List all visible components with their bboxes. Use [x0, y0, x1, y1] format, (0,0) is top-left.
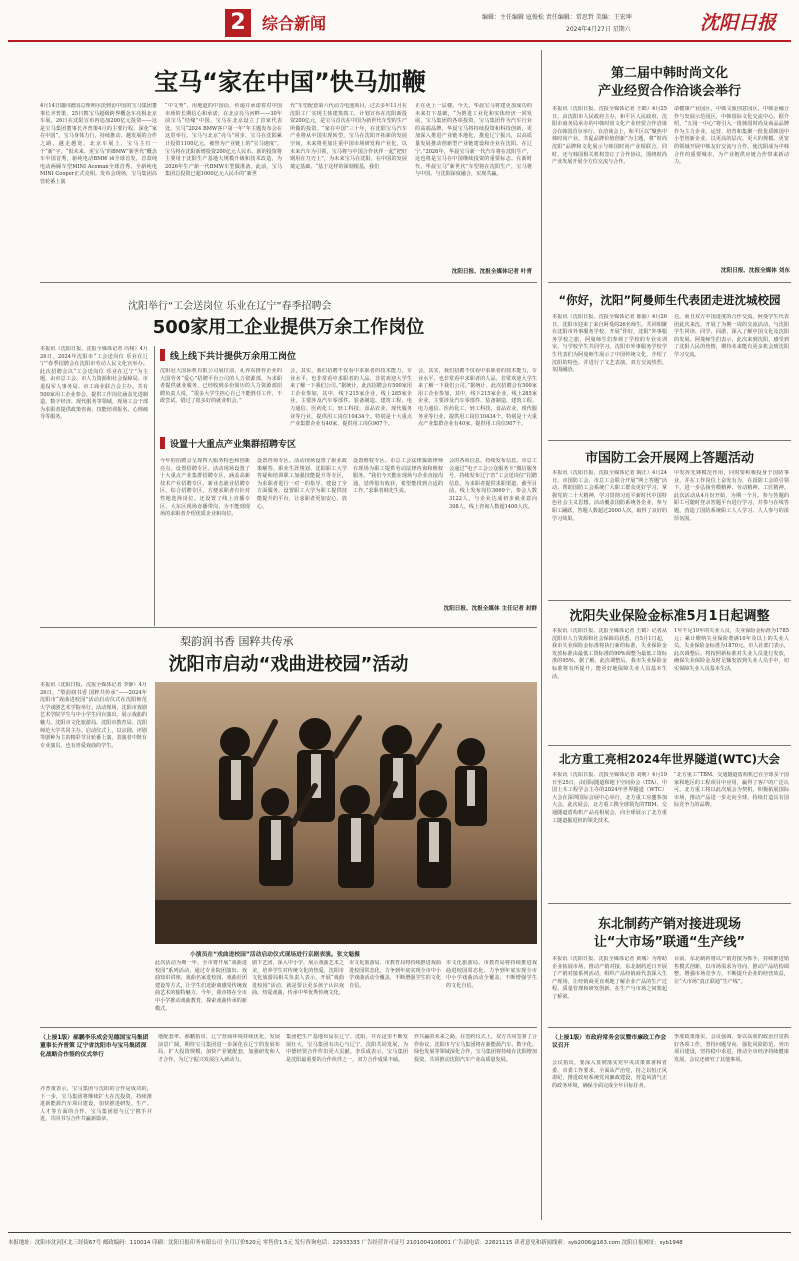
- jobs-sub2-col-1: 今年的招聘会呈现四大服务特色和创新亮点。设置招聘专区。活动现场设置了十大重点产业集群招聘专区，涵盖高新技术产业招聘专区、新业态就业招聘专区、综合招聘专区，方便求职者有针对性地选择岗位。还设置了线上直播专区，大东区现场直播带岗，为不能到现场的求职者介绍优质企业和岗位。: [160, 458, 250, 518]
- wtc-col-1: 本报讯（沈阳日报、沈报全媒体记者 刘莉）4月19日至25日，由国际隧道和地下空间协会（ITA）、中国土木工程学会主办的2024年世界隧道（WTC）大会在深圳国际会展中心举行，北方重工应邀参加大会。此次展会，北方重工携全球领先的TBM、交通隧道盾构机产品亮相展会，向全球展示了北方重工隧道掘进机的领先技术。: [552, 772, 667, 824]
- jobs-lead-divider: [154, 346, 155, 626]
- unemployment-col-2: 1年不足10年的失业人员，失业保险金标准为1785元；累计缴纳失业保险费满10年及以上的失业人员，失业保险金标准为1870元。市人社部门表示，此次调整后，将按照新标准对失业人员进行发放，确保失业保险金及时足额发放到失业人员手中，切实保障失业人员基本生活。: [674, 628, 789, 672]
- oman-headline: “你好，沈阳”阿曼师生代表团走进沈城校园: [558, 293, 781, 307]
- northeast-col-2: 目前，东北制药将以产销对接为抓手，持续推进销售模式创新，以市场需求为导向，推动产品结构调整，增强市场竞争力，不断提升企业的经营效益，让“大市场”真正联通“生产线”。: [674, 956, 789, 985]
- jobs-sub1-col-1: 沈阳冠大国际机有限公司展位前，孔养东推荐企业的大国劳务“爱心”招聘平台公司的人力资源部，为求职者提供就业服务，已经收到多份简历的人力资源部招聘负责人说，“很多大学生担心自己不能胜任工作，不敢尝试，错过了很多好的就业机会。”: [160, 368, 282, 405]
- korea-col-1: 本报讯（沈阳日报、沈报全媒体记者 王鹤）4月25日，由沈阳市人民政府主办，和平区人民政府、沈阳市商务局承办的中韩时尚文化产业经贸合作洽谈会在韩国首尔举行。在洽谈会上，和平区以“聚焦中韩时尚产业，共促品牌价值创新”为主题，将“时尚沈阳”品牌和文化展示与韩国时尚产业相联合。同时，还与韩国相关机构签订了合作协议，围绕时尚产业发展开展全方位交流与合作。: [552, 106, 667, 166]
- bottom-right-col-1: 会议指出，要深入贯彻落实党中央决策部署和省委、市委工作要求，全面从严治党，持之以恒正风肃纪，推进政府系统党风廉政建设，营造风清气正的政务环境，确保全面完成全年目标任务。: [552, 1060, 667, 1089]
- jobs-sub1-col-2: 会，其实，我们招聘不仅看中求职者的技术能力，专业水平，也非常看中求职者的人品，非常欢迎大学生来了解一下我们公司。”据统计，此次招聘会有500家用工企业参加，其中，线下215家企业，线上285家企业，主要涉及汽车零部件、装备制造、建筑工程、电力通信、医药化工、轻工科技、食品农业、现代服务业等行业，提供用工岗位10434个。特别是十大重点产业集群企业有40家，提供用工岗位907个。: [290, 368, 412, 428]
- bottom-left-col-1: 齐普策表示，宝马集团与沈阳的合作是成功的，下一步，宝马集团将继续扩大在沈投资，持续推进新能源汽车项目建设，加快推进研发、生产、人才等方面的合作，宝马集团愿与辽宁携手并进，共同书写合作共赢新篇章。: [40, 1086, 152, 1123]
- opera-photo-caption: 小演员在“戏曲进校园”活动启动仪式现场进行京剧表演。张文魁摄: [190, 952, 360, 958]
- oman-col-1: 本报讯（沈阳日报、沈报全媒体记者 陈丽）4月26日，沈阳市迎来了来自阿曼的26名师生。共同相聚在沈阳市外事服务学校，开展“你好，沈阳”外事服务学校之旅，阿曼师生们参观了学校的专业实训室，与学校学生共同学习。沈阳市外事服务学校学生代表们为阿曼师生展示了中国传统文化，介绍了沈阳的特色，并进行了文艺表演，双方交流热烈，氛围融洽。: [552, 314, 667, 374]
- northeast-headline-1: 东北制药产销对接进现场: [597, 917, 741, 932]
- jobs-bottom-rule: [40, 627, 537, 628]
- northeast-col-1: 本报讯（沈阳日报、沈报全媒体记者 黄城）为帮助企业拓展市场，推动产销对接，东北制药近日开展了产销对接系列活动，组织产品经销商代表深入生产现场，让经销商更直观地了解企业产品的生产过程、质量管理和研发创新，在生产与市场之间架起了桥梁。: [552, 956, 667, 1000]
- defense-headline: 市国防工会开展网上答题活动: [584, 451, 754, 466]
- footer-rule: [8, 1232, 791, 1233]
- opera-col-4: 市文化旅游局、市教育局将持续推进戏曲进校园常态化，力争到年底实现全市中小学戏曲活动全覆盖，不断增强学生的文化自信。: [349, 960, 441, 989]
- opera-col-3: 剧下艺团，深入中小学，展示戏曲艺术之美，培养学生对传统文化的热爱。沈阳市文化旅游局相关负责人表示，开展“戏曲进校园”活动，就是要让更多孩子认识戏曲、热爱戏曲，传承中华优秀传统文化。: [252, 960, 344, 997]
- jobs-headline: 500家用工企业提供万余工作岗位: [152, 317, 425, 338]
- unemployment-bottom-rule: [548, 745, 791, 746]
- opera-col-2: 此次活动为期一年，全市将开展“戏曲进校园”系列活动，通过专业院团演出、戏曲知识讲座、戏曲名家进校园、戏曲社团建设等方式，让学生们近距离感受传统戏曲艺术的独特魅力。今年，我市将在全市中小学推动戏曲教育，探索戏曲传承的新模式。: [155, 960, 247, 1012]
- wtc-bottom-rule: [548, 903, 791, 904]
- issue-date: 2024年4月27日 星期六: [566, 26, 631, 33]
- opera-photo: [155, 682, 537, 944]
- bottom-right-col-2: 季度政策落实。会议强调，要以高度的政治自觉抓好各项工作，坚持问题导向，强化风险防范，突出项目建设，坚持稳中求进，推动全市经济持续健康发展。会议还研究了其他事项。: [674, 1034, 789, 1063]
- opera-photo-graphic: [155, 682, 537, 944]
- bmw-headline: 宝马“家在中国”快马加鞭: [154, 68, 426, 96]
- opera-bottom-rule: [40, 1027, 537, 1028]
- bottom-left-col-3: 集团把生产基地布局在辽宁、沈阳，并在这里不断发展壮大，宝马集团有决心与辽宁、沈阳共同发展，为中德经贸合作作出更大贡献。李乐成表示，宝马集团是沈阳最重要的合作伙伴之一，双方合作成果丰硕。: [286, 1034, 408, 1063]
- bottom-left-col-2: 地配套率。郝鹏指出，辽宁营商环境持续优化，发展前景广阔，期待宝马集团进一步深化在辽宁的发展布局，扩大投资规模，加快产业链配套，加强研发和人才合作，为辽宁振兴发展注入新动力。: [158, 1034, 280, 1063]
- bmw-byline: 沈阳日报、沈报全媒体记者 叶青: [451, 269, 532, 275]
- northeast-bottom-rule: [548, 1027, 791, 1028]
- jobs-sub-1-marker: [160, 349, 165, 361]
- header-rule: [8, 40, 791, 42]
- defense-col-1: 本报讯（沈阳日报、沈报全媒体记者 陶正）4月24日，市国防工会、市总工会联合开展“网上答题”活动，帮助国防工会系统广大职工群众更好学习、掌握党的二十大精神，学习贯彻习近平新时代中国特色社会主义思想。活动覆盖国防系统各企业，参与职工踊跃，答题人数超过2000人次，取得了良好的学习效果。: [552, 470, 667, 522]
- page-number: 2: [230, 10, 246, 35]
- korea-headline-1: 第二届中韩时尚文化: [610, 66, 728, 81]
- vertical-divider: [541, 50, 542, 1220]
- jobs-sub-2-text: 设置十大重点产业集群招聘专区: [170, 439, 297, 450]
- jobs-sub-2: [160, 436, 296, 450]
- bmw-col-4: 正在更上一层楼。今天，华晨宝马将建更加成功的未来打下基础，“为推进工业化和实体经济一同发展，宝马集团的各项投资。宝马集团作为汽车行业的高端品牌，华晨宝马将持续投资和科技创新，更加深入推进产业链本地化，推进辽宁振兴，以高质量发展推动创新型产业链建设和企业在沈阳、在辽宁。”2026年，华晨宝马新一代汽车将在沈阳生产，这也将是宝马在中国继续投资的重要标志。在新时代，华晨宝马“新世代”车型将在沈阳生产，宝马将与中国、与沈阳深度融合，实现共赢。: [415, 103, 532, 178]
- bmw-bottom-rule: [40, 282, 537, 283]
- jobs-sub2-col-2: 设置咨询专区。活动现场设置了职业政策解答、职业生涯规划、沈阳职工大学答疑和培训职工加强技能提升等专区，为求职者进行一对一的指导。建设了全方面服务。设置职工大学为职工提供技能提升的平台，让求职者更加安心、放心。: [257, 458, 347, 510]
- masthead-logo: 沈阳日报: [700, 12, 777, 34]
- korea-col-2: 命健康产业园区，中韩文旅创意园区，中韩金融合作与发展示范园区，中韩国际文化交流中心。据介绍，“五园一中心”将引入一批韩国时尚及商品品牌作为主力企业。运营，培育和集聚一批优质韩国中小型创新企业，以更高的层次、更大的规模、更宽的领域开展中韩友好交流与合作，使沈阳成为中韩合作的重要城市，为产业链供应链合作带来新动力。: [674, 106, 789, 166]
- jobs-lead: 本报讯（沈阳日报、沈报全媒体记者 冯栩）4月26日，2024年沈阳市“工会送岗位 乐业在辽宁”春季招聘会在沈阳市劳动人民文化宫举办。此次招聘会以“工会送岗位 乐业在辽宁”为主题，由市总工会、市人力资源和社会保障局、市退役军人事务局、市工商业联合会主办。共有500家用工企业参会，提供工作岗位涵盖先进制造、数字经济、现代服务等领域，现场工会干部为求职者提供政策咨询、技能培训报名、心理疏导等服务。: [40, 346, 148, 421]
- bottom-right-title: （上接1版）市政府常务会议暨市廉政工作会议召开: [552, 1035, 667, 1050]
- jobs-sub1-col-3: 会，其实，我们招聘不仅看中求职者的技术能力，专业水平，也非常看中求职者的人品，非常欢迎大学生来了解一下我们公司。”据统计，此次招聘会有500家用工企业参加，其中，线下215家企业，线上285家企业，主要涉及汽车零部件、装备制造、建筑工程、电力通信、医药化工、轻工科技、食品农业、现代服务业等行业，提供用工岗位10434个。特别是十大重点产业集群企业有40家，提供用工岗位907个。: [418, 368, 537, 428]
- opera-col-1: 本报讯（沈阳日报、沈报全媒体记者 李静）4月26日，“梨韵润书香 国粹共传承”——2024年沈阳市“戏曲进校园”活动启动仪式在沈阳师范大学戏剧艺术学院举行。活动现场，沈阳市戏剧艺术学院学生与中小学生同台演出，展示戏曲的魅力。沈阳市文化旅游局、沈阳市教育局、沈阳师范大学共同主办。启动仪式上，以京剧、评剧等剧种为主的精彩节目轮番上演，表演者中既有专业演员，也有喜爱戏曲的学生。: [40, 682, 147, 749]
- opera-col-5: 市文化旅游局、市教育局将持续推进戏曲进校园常态化，力争到年底实现全市中小学戏曲活动全覆盖，不断增强学生的文化自信。: [446, 960, 537, 989]
- jobs-byline: 沈阳日报、沈报全媒体 主任记者 封群: [443, 606, 537, 612]
- editor-credits: 编辑：主任编辑 寇俊松 责任编辑：常思哲 美编：王宏坤: [482, 14, 632, 21]
- unemployment-col-1: 本报讯（沈阳日报、沈报全媒体记者 王鹤）记者从沈阳市人力资源和社会保障局获悉，自5月1日起，我市失业保险金标准将执行新的标准，失业保险金发放标准由最低工资标准的90%调整为最低工资标准的95%。据了解，此次调整后，我市失业保险金标准将有所提升，能更好地保障失业人员基本生活。: [552, 628, 667, 680]
- bmw-col-2: “中文秀”，用地道的中国话，传递并承诺着对中国市场的长期信心和承诺。在北京亮马河畔——30年前宝马“结缘”中国，宝马在北京设立了首家代表处。宝马“2024 BMW客户第一年”年主题发布会在这里举行。宝马与北京“亮马”同步，宝马在沈阳累计投资1100亿元，被誉为产业链上的“宝马速度”。宝马将在沈阳新增投资200亿元人民币。新的投资将主要用于沈阳生产基地大规模升级和技术改造，为2026年生产新一代BMW车型做准备。此前，宝马集团总投资已超1000亿元人民币的“新世: [165, 103, 282, 178]
- northeast-headline-2: 让“大市场”联通“生产线”: [593, 935, 746, 950]
- oman-bottom-rule: [548, 440, 791, 441]
- opera-kicker: 梨韵润书香 国粹共传承: [180, 635, 294, 648]
- section-title: 综合新闻: [262, 14, 327, 33]
- bmw-col-3: 代”车型配套第六代动力电池项目。过去多年11月在沈阳工厂实现主体建筑竣工，计划宣布在沈阳新投资200亿元，是宝马首次在中国为新世代车型的生产所做的投资。“家在中国”三十年，在沈阳宝马汽车产业将从中国实现转型，宝马在沈阳开拓新的发展空间，未来将更加注重中国市场研发和产业化，以未来汽车为引领，宝马将与中国合作伙伴一起“把好钢用在刀刃上”，为未来宝马在沈阳，在中国的发展奠定基础。“基于这样的深刻根基，我们: [290, 103, 407, 170]
- jobs-sub-1: [160, 348, 296, 362]
- wtc-headline: 北方重工亮相2024年世界隧道(WTC)大会: [559, 752, 780, 766]
- bottom-left-title: （上接1版）郝鹏李乐成会见德国宝马集团董事长齐普策 辽宁省沈阳市与宝马集团深化战略合作签约仪式举行: [40, 1035, 149, 1058]
- defense-bottom-rule: [548, 600, 791, 601]
- footer-info: 本报地址：沈阳市沈河区北三经街67号 邮政编码：110014 印刷：沈阳日报印务有限公司 全月订价520元 零售价1.5元 发行咨询电话：22933333 广告经营许可证号 2101004106001 广告部电话：22821115 读者意见和新闻线索：syb2006@163.com 沈阳日报网址：syb1948: [8, 1240, 683, 1246]
- jobs-sub-1-text: 线上线下共计提供万余用工岗位: [170, 351, 297, 362]
- defense-col-2: 中发挥先锋模范作用，同时要积极投身于国防事业，并在工作岗位上奋发有为，在国防工会的引领下，进一步弘扬劳模精神、劳动精神、工匠精神。此次活动从4月份开始，为期一个月。参与答题的职工可随时登录答题平台进行学习，并参与在线答题，营造了国防系统职工人人学习、人人参与的浓厚氛围。: [674, 470, 789, 522]
- jobs-sub2-col-4: 会的各项信息。持续发布信息。市总工会通过“电子工会公众服务卡”微信服务号，持续发布辽宁省“工会送岗位”招聘信息，为求职者提供求职渠道。截至目前，线上发布岗位3669个，参会人数3122人，与企业达成初步就业意向398人，线上咨询人数超1400人次。: [449, 458, 537, 510]
- jobs-sub-2-marker: [160, 437, 165, 449]
- bmw-col-1: 4月14日随同德国总理朔尔茨到访中国的宝马集团董事长齐普策，25日携宝马超级跨界概念车亮相北京车展。26日在沈阳宣布再追加200亿元投资——这是宝马集团董事长齐普策4月的主要行程。深化“家在中国”，宝马身体力行，持续推动、越发展的合作之路，越走越宽。北京车展上，宝马主打一个“新”字，“很未来、更宝马”的BMW“新世代”概念车中国首秀，新纯电动BMW i4全球首发，首款纯电动两厢车型MINI Aceman全球首秀、全新纯电MINI Cooper正式亮相。发布会现场，宝马集团高管轮番上演: [40, 103, 157, 185]
- jobs-kicker: 沈阳举行“工会送岗位 乐业在辽宁”春季招聘会: [128, 301, 332, 312]
- korea-bottom-rule: [548, 282, 791, 283]
- jobs-sub2-col-3: 设置维权专区。市总工会法律援助律师在现场为职工提供劳动法律咨询和维权服务。“我们今天能在现场与企业直接沟通，觉得很有收获，希望能找到合适的工作。”求职者韩先生说。: [353, 458, 443, 495]
- bottom-left-col-4: 作共赢的未来之路。在签约仪式上，双方共同签署了合作协议，沈阳市与宝马集团将在新能源汽车、数字化、绿色发展等领域深化合作，宝马集团将持续在沈阳增加投资，共同推动沈阳汽车产业高质量发展。: [414, 1034, 537, 1063]
- korea-headline-2: 产业经贸合作洽谈会举行: [597, 84, 741, 99]
- oman-col-2: 达。而且双方中国进度的合作交流，阿曼学生代表团此次来沈，开展了为期一周的交流活动，与沈阳学生同读、同学、同游，深入了解中国文化及沈阳的发展。阿曼师生们表示，此次来到沈阳，感受到了沈阳人民的热情，期待未来能有更多机会到沈阳学习交流。: [674, 314, 789, 358]
- wtc-col-2: “北方重工”TBM、交通隧道盾构机已在全球多个国家和地区的工程项目中应用，赢得了客户的广泛认可。北方重工将以此次展会为契机，积极拓展国际市场，推动产品进一步走向全球，持续打造具有国际竞争力的品牌。: [674, 772, 789, 809]
- opera-headline: 沈阳市启动“戏曲进校园”活动: [168, 654, 409, 675]
- unemployment-headline: 沈阳失业保险金标准5月1日起调整: [569, 609, 770, 624]
- korea-byline: 沈阳日报、沈报全媒体 刘东: [720, 268, 790, 274]
